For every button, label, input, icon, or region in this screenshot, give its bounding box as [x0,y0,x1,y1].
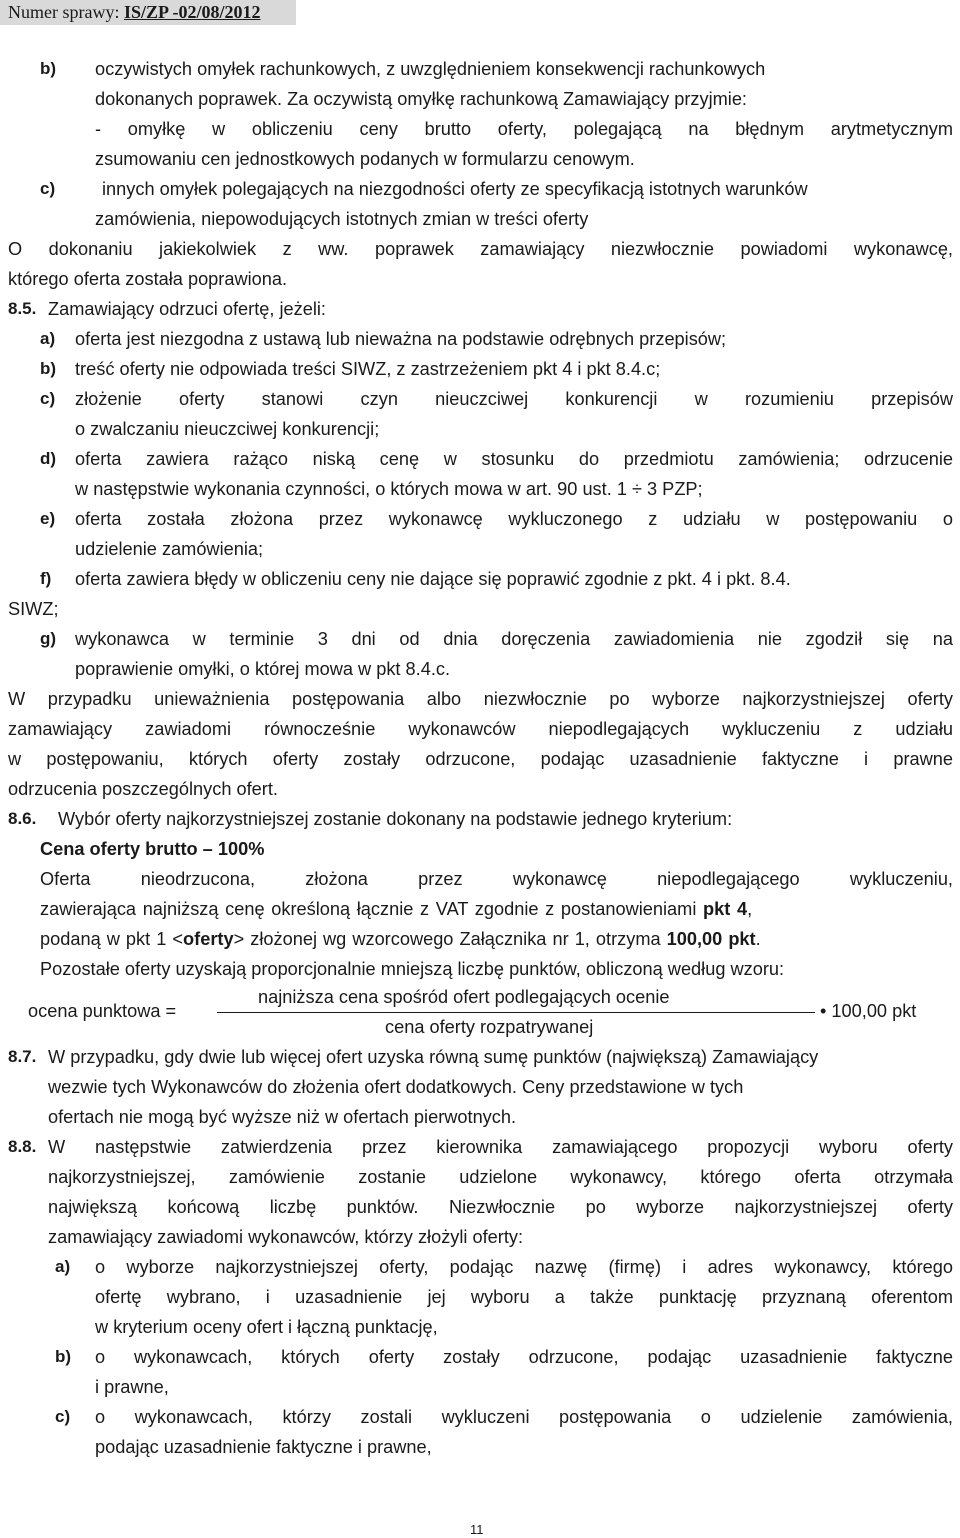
text-line: o wyborze najkorzystniejszej oferty, podając nazwę (firmę) i adres wykonawcy, którego [95,1257,953,1277]
case-number-prefix: Numer sprawy: [8,2,120,22]
document-header [0,0,296,25]
criterion-heading: Cena oferty brutto – 100% [40,839,265,859]
text-line: o zwalczaniu nieuczciwej konkurencji; [75,419,380,439]
text-line: zamawiający zawiadomi równocześnie wykonawców niepodlegających wykluczeniu z udziału [8,719,953,739]
text-line: treść oferty nie odpowiada treści SIWZ, z zastrzeżeniem pkt 4 i pkt 8.4.c; [75,359,661,379]
item-label: b) [40,59,57,78]
text-line: odrzucenia poszczególnych ofert. [8,779,278,799]
item-label: g) [40,629,57,648]
item-label: c) [40,389,56,408]
section-number: 8.5. [8,299,37,318]
bold-run: 100,00 pkt [666,929,756,949]
text-line: Wybór oferty najkorzystniejszej zostanie dokonany na podstawie jednego kryterium: [58,809,733,829]
text-line: w postępowaniu, których oferty zostały odrzucone, podając uzasadnienie faktyczne i prawne [8,749,953,769]
item-label: b) [55,1347,72,1366]
text-line: ofertę wybrano, i uzasadnienie jej wyboru a także punktację przyznaną oferentom [95,1287,953,1307]
item-label: a) [40,329,56,348]
text-line: W następstwie zatwierdzenia przez kierownika zamawiającego propozycji wyboru oferty [48,1137,953,1157]
text-line: zsumowaniu cen jednostkowych podanych w formularzu cenowym. [95,149,635,169]
text-line: SIWZ; [8,599,59,619]
text-line: w kryterium oceny ofert i łączną punktację, [95,1317,438,1337]
section-number: 8.6. [8,809,37,828]
item-label: f) [40,569,52,588]
item-label: c) [40,179,56,198]
text-line: innych omyłek polegających na niezgodności oferty ze specyfikacją istotnych warunków [102,179,808,199]
text-line: dokonanych poprawek. Za oczywistą omyłkę rachunkową Zamawiający przyjmie: [95,89,747,109]
item-label: c) [55,1407,71,1426]
text-line: którego oferta została poprawiona. [8,269,288,289]
formula-left: ocena punktowa = [28,1001,177,1021]
text-run: , [747,899,753,919]
text-line: oferta jest niezgodna z ustawą lub nieważna na podstawie odrębnych przepisów; [75,329,727,349]
bold-run: oferty [183,929,234,949]
item-label: b) [40,359,57,378]
text-line: złożenie oferty stanowi czyn nieuczciwej konkurencji w rozumieniu przepisów [75,389,953,409]
text-line: ofertach nie mogą być wyższe niż w ofertach pierwotnych. [48,1107,517,1127]
text-run: podaną w pkt 1 < [40,929,184,949]
text-line [40,898,953,920]
fraction-bar [217,1012,815,1013]
text-run: zawierająca najniższą cenę określoną łącznie z VAT zgodnie z postanowieniami [40,899,704,919]
text-line [40,928,761,950]
text-line: udzielenie zamówienia; [75,539,264,559]
text-line: zamawiający zawiadomi wykonawców, którzy złożyli oferty: [48,1227,524,1247]
text-line: w następstwie wykonania czynności, o których mowa w art. 90 ust. 1 ÷ 3 PZP; [75,479,703,499]
text-line: W przypadku unieważnienia postępowania albo niezwłocznie po wyborze najkorzystniejszej oferty [8,689,953,709]
item-label: d) [40,449,57,468]
text-run: > złożonej wg wzorcowego Załącznika nr 1, otrzyma [233,929,667,949]
text-line: oferta zawiera rażąco niską cenę w stosunku do przedmiotu zamówienia; odrzucenie [75,449,953,469]
text-line: oferta zawiera błędy w obliczeniu ceny nie dające się poprawić zgodnie z pkt. 4 i pkt. 8.4. [75,569,791,589]
case-number: IS/ZP -02/08/2012 [123,2,261,22]
section-number: 8.8. [8,1137,37,1156]
text-line: wykonawca w terminie 3 dni od dnia doręczenia zawiadomienia nie zgodził się na [75,629,953,649]
text-line: - omyłkę w obliczeniu ceny brutto oferty, polegającą na błędnym arytmetycznym [95,119,953,139]
text-line: zamówienia, niepowodujących istotnych zmian w treści oferty [95,209,589,229]
text-line: oferta została złożona przez wykonawcę wykluczonego z udziału w postępowaniu o [75,509,953,529]
formula-numerator: najniższa cena spośród ofert podlegających ocenie [258,987,670,1007]
text-line: o wykonawcach, którzy zostali wykluczeni postępowania o udzielenie zamówienia, [95,1407,953,1427]
section-number: 8.7. [8,1047,37,1066]
text-run: . [755,929,761,949]
text-line: O dokonaniu jakiekolwiek z ww. poprawek zamawiający niezwłocznie powiadomi wykonawcę, [8,239,953,259]
text-line: o wykonawcach, których oferty zostały odrzucone, podając uzasadnienie faktyczne [95,1347,953,1367]
text-line: największą końcową liczbę punktów. Niezwłocznie po wyborze najkorzystniejszej oferty [48,1197,953,1217]
text-line: najkorzystniejszej, zamówienie zostanie udzielone wykonawcy, którego oferta otrzymała [48,1167,953,1187]
text-line: oczywistych omyłek rachunkowych, z uwzględnieniem konsekwencji rachunkowych [95,59,766,79]
item-label: e) [40,509,56,528]
bold-run: pkt 4 [703,899,748,919]
text-line: wezwie tych Wykonawców do złożenia ofert dodatkowych. Ceny przedstawione w tych [48,1077,744,1097]
item-label: a) [55,1257,71,1276]
text-line: i prawne, [95,1377,169,1397]
formula-right: • 100,00 pkt [820,1001,917,1021]
text-line: Oferta nieodrzucona, złożona przez wykonawcę niepodlegającego wykluczeniu, [40,869,953,889]
text-line: W przypadku, gdy dwie lub więcej ofert uzyska równą sumę punktów (największą) Zamawiający [48,1047,819,1067]
text-line: podając uzasadnienie faktyczne i prawne, [95,1437,432,1457]
page-number: 11 [470,1522,484,1537]
text-line: poprawienie omyłki, o której mowa w pkt 8.4.c. [75,659,451,679]
text-line: Pozostałe oferty uzyskają proporcjonalnie mniejszą liczbę punktów, obliczoną według wzoru: [40,959,785,979]
text-line: Zamawiający odrzuci ofertę, jeżeli: [48,299,326,319]
formula-denominator: cena oferty rozpatrywanej [385,1017,594,1037]
